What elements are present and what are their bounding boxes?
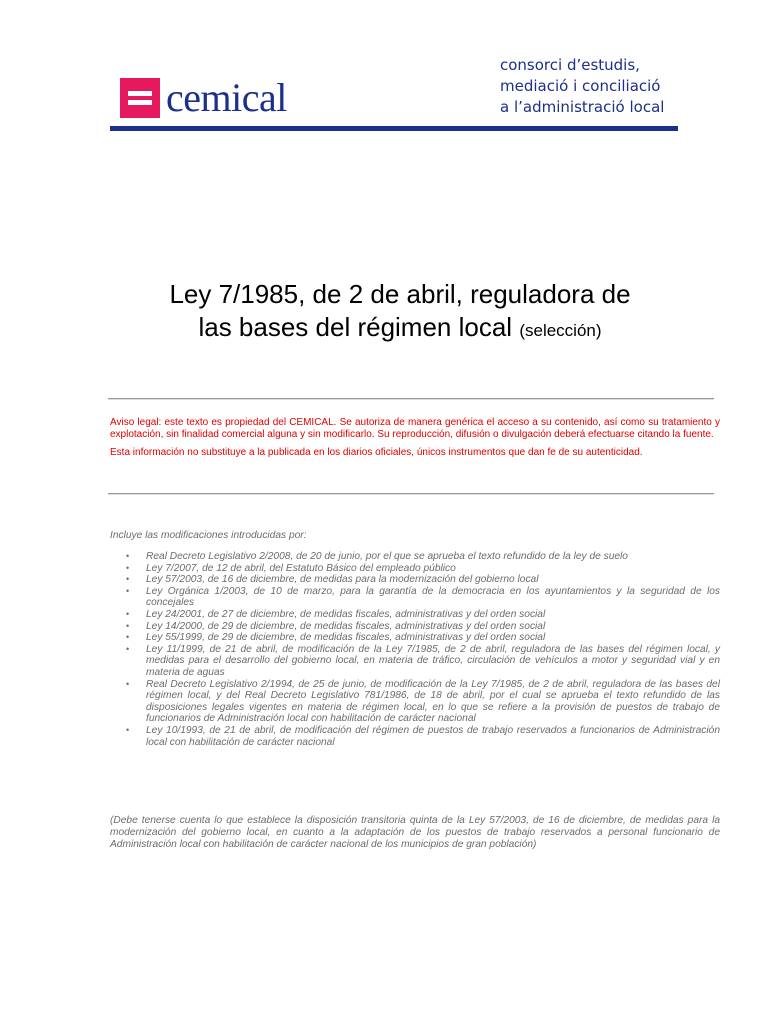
list-item — [110, 574, 720, 586]
document-header — [110, 50, 678, 130]
list-item — [110, 551, 720, 563]
list-item-text: Real Decreto Legislativo 2/1994, de 25 de junio, de modificación de la Ley 7/1985, de 2 de abril, reguladora de las bases del régimen local, y del Real Decreto Legislativo 781/1986, de 18 de abril, por el cual se aprueba el texto refundido de las disposiciones legales vigentes en materia de régimen local, en lo que se refiere a la provisión de puestos de trabajo de funcionarios de Administración local con habilitación de carácter nacional — [146, 678, 720, 725]
header-divider — [110, 126, 678, 131]
legal-notice-paragraph-2: Esta información no substituye a la publicada en los diarios oficiales, únicos instrumentos que dan fe de su autenticidad. — [110, 447, 643, 458]
bullet-icon: • — [126, 724, 130, 735]
list-item-text: Ley 55/1999, de 29 de diciembre, de medidas fiscales, administrativas y del orden social — [146, 632, 546, 644]
modifications-list — [110, 551, 720, 748]
legal-notice-paragraph-1: Aviso legal: este texto es propiedad del CEMICAL. Se autoriza de manera genérica el acceso a su contenido, así como su tratamiento y explotación, sin finalidad comercial alguna y sin modificarlo. Su reproducción, difusión o divulgación deberá efectuarse citando la fuente. — [110, 417, 720, 440]
title-suffix: (selección) — [519, 321, 602, 340]
bullet-icon: • — [126, 574, 130, 585]
list-item-text: Real Decreto Legislativo 2/2008, de 20 de junio, por el que se aprueba el texto refundido de la ley de suelo — [146, 551, 628, 562]
list-item — [110, 644, 720, 679]
list-item-text: Ley Orgánica 1/2003, de 10 de marzo, para la garantía de la democracia en los ayuntamientos y la seguridad de los concejales — [146, 585, 720, 609]
modifications-intro: Incluye las modificaciones introducidas por: — [110, 530, 307, 541]
tagline-line-2: mediació i conciliació — [500, 77, 661, 95]
list-item-text: Ley 24/2001, de 27 de diciembre, de medidas fiscales, administrativas y del orden social — [146, 608, 546, 620]
organization-tagline — [500, 55, 690, 118]
bullet-icon: • — [126, 643, 130, 654]
tagline-line-1: consorci d’estudis, — [500, 56, 640, 74]
bullet-icon: • — [126, 551, 130, 561]
logo-wordmark: cemical — [166, 75, 287, 120]
document-title — [100, 278, 700, 347]
notice-bottom-divider — [108, 493, 714, 494]
list-item — [110, 632, 720, 644]
bullet-icon: • — [126, 620, 130, 631]
title-line-2-text: las bases del régimen local — [198, 312, 513, 342]
list-item — [110, 679, 720, 725]
list-item-text: Ley 57/2003, de 16 de diciembre, de medidas para la modernización del gobierno local — [146, 574, 539, 586]
bullet-icon: • — [126, 678, 130, 689]
list-item-text: Ley 14/2000, de 29 de diciembre, de medidas fiscales, administrativas y del orden social — [146, 620, 546, 632]
bullet-icon: • — [126, 562, 130, 573]
list-item-text: Ley 10/1993, de 21 de abril, de modificación del régimen de puestos de trabajo reservados a funcionarios de Administración local con habilitación de carácter nacional — [146, 724, 720, 748]
legal-notice — [110, 417, 720, 465]
list-item — [110, 609, 720, 621]
list-item — [110, 563, 720, 575]
title-line-1: Ley 7/1985, de 2 de abril, reguladora de — [169, 279, 631, 309]
bullet-icon: • — [126, 585, 130, 596]
tagline-line-3: a l’administració local — [500, 98, 665, 116]
list-item — [110, 621, 720, 633]
list-item — [110, 586, 720, 609]
title-line-2 — [100, 311, 700, 347]
transitional-note: (Debe tenerse cuenta lo que establece la disposición transitoria quinta de la Ley 57/2003, de 16 de diciembre, de medidas para la modernización del gobierno local, en cuanto a la adaptación de los puestos de trabajo reservados a personal funcionario de Administración local con habilitación de carácter nacional de los municipios de gran población) — [110, 815, 720, 850]
bullet-icon: • — [126, 632, 130, 643]
list-item-text: Ley 7/2007, de 12 de abril, del Estatuto Básico del empleado público — [146, 562, 456, 574]
bullet-icon: • — [126, 608, 130, 619]
logo-mark-icon — [120, 78, 160, 118]
notice-top-divider — [108, 398, 714, 399]
list-item-text: Ley 11/1999, de 21 de abril, de modificación de la Ley 7/1985, de 2 de abril, reguladora de las bases del régimen local, y medidas para el desarrollo del gobierno local, en materia de tráfico, circulación de vehículos a motor y seguridad vial y en materia de aguas — [146, 643, 720, 678]
list-item — [110, 725, 720, 748]
cemical-logo — [120, 75, 287, 120]
